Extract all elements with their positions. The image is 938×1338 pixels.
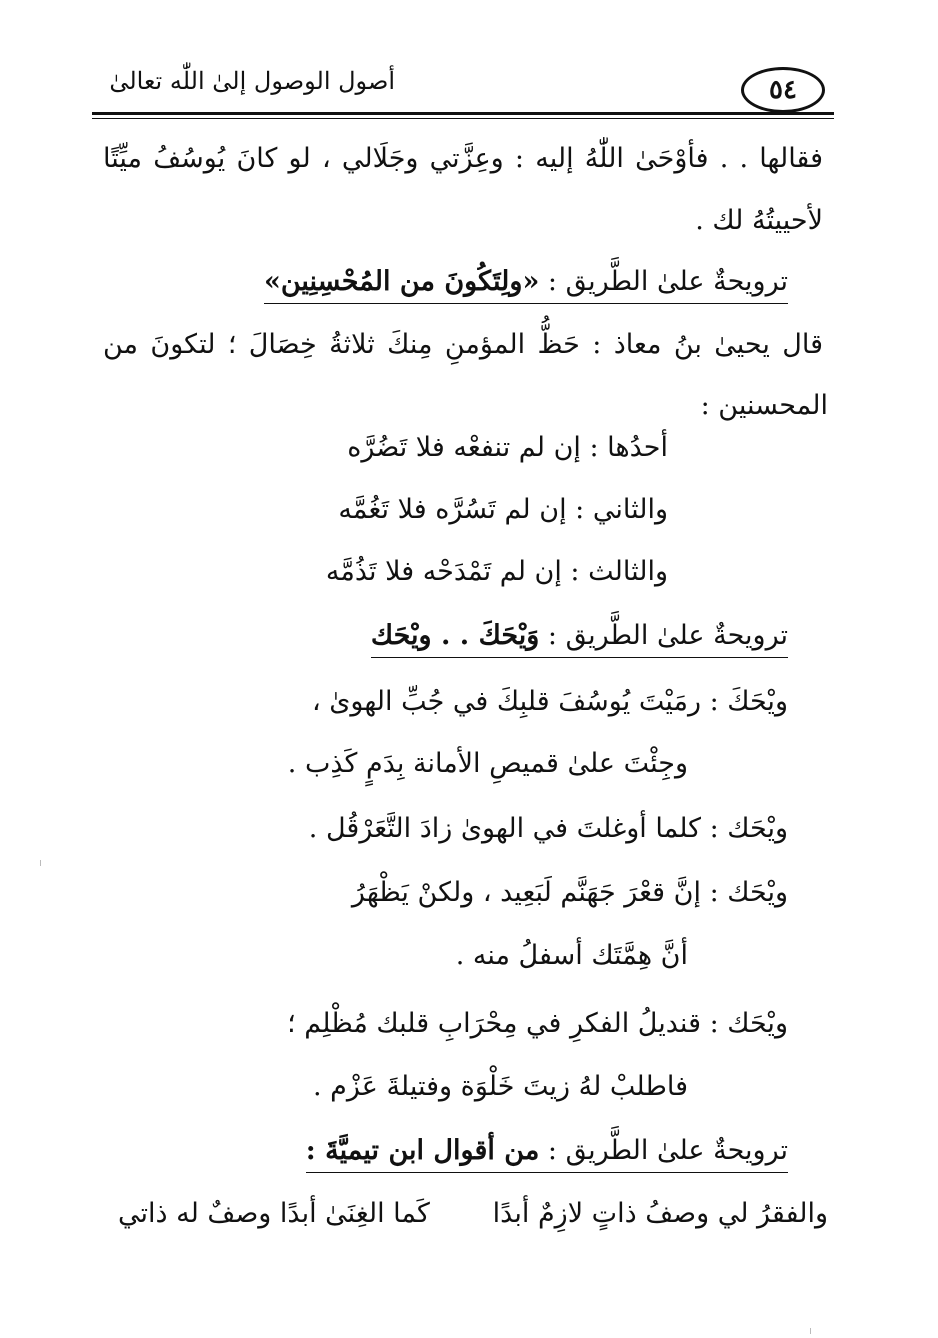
paragraph-line: ويْحَك : إنَّ قعْرَ جَهَنَّم لَبَعِيد ، ولكنْ يَظْهَرُ [351,877,788,908]
paragraph-line: وجِئْتَ علىٰ قميصِ الأمانة بِدَمٍ كَذِب . [287,748,688,779]
heading-title: «ولِتَكُونَ من المُحْسِنِين» [263,266,540,297]
section-heading [306,1135,788,1175]
paragraph-line: فاطلبْ لهُ زيتَ خَلْوَة وفتيلةَ عَزْم . [312,1071,688,1102]
paragraph-line: لأحييتُهُ لك . [695,205,823,236]
paragraph-line: ويْحَكَ : رمَيْتَ يُوسُفَ قلبِكَ في جُبِّ الهوىٰ ، [311,686,788,717]
verse-hemistich-second: كَما الغِنَىٰ أبدًا وصفٌ له ذاتي [118,1198,430,1229]
list-item: والثاني : إن لم تَسُرَّه فلا تَغُمَّه [338,494,668,525]
heading-title: وَيْحَكَ . . ويْحَك [370,620,540,651]
paragraph-line: قال يحيىٰ بنُ معاذ : حَظُّ المؤمنِ مِنكَ ثلاثةُ خِصَالَ ؛ لتكونَ من [103,329,823,360]
scan-speck [810,1328,811,1334]
list-item: أحدُها : إن لم تنفعْه فلا تَضُرَّه [347,432,668,463]
heading-label: ترويحةٌ علىٰ الطَّريق : [547,1135,788,1166]
paragraph-line: فقالها . . فأوْحَىٰ اللّٰهُ إليه : وعِزَّتي وجَلَالي ، لو كانَ يُوسُفُ ميِّتًا [103,143,823,174]
verse-hemistich-first: والفقرُ لي وصفُ ذاتٍ لازِمٌ أبدًا [492,1198,828,1229]
header-rule-thick [92,112,834,115]
section-heading [371,620,788,660]
page-number: ٥٤ [741,67,825,113]
heading-underline [371,620,788,658]
paragraph-line: ويْحَك : كلما أوغلتَ في الهوىٰ زادَ التَّعَرْقُل . [308,813,788,844]
heading-label: ترويحةٌ علىٰ الطَّريق : [547,620,788,651]
section-heading [264,266,788,306]
heading-underline [306,1135,788,1173]
list-item: والثالث : إن لم تَمْدَحْه فلا تَذُمَّه [325,556,668,587]
scan-speck [40,860,41,866]
paragraph-line: المحسنين : [700,390,828,421]
heading-underline [264,266,788,304]
paragraph-line: ويْحَك : قنديلُ الفكرِ في مِحْرَابِ قلبك مُظْلِم ؛ [287,1008,788,1039]
running-title: أصول الوصول إلىٰ اللّٰه تعالىٰ [109,67,395,95]
paragraph-line: أنَّ هِمَّتَك أسفلُ منه . [455,940,688,971]
heading-title: من أقوال ابن تيميَّةَ : [305,1135,540,1166]
header-rule-thin [92,118,834,119]
heading-label: ترويحةٌ علىٰ الطَّريق : [547,266,788,297]
